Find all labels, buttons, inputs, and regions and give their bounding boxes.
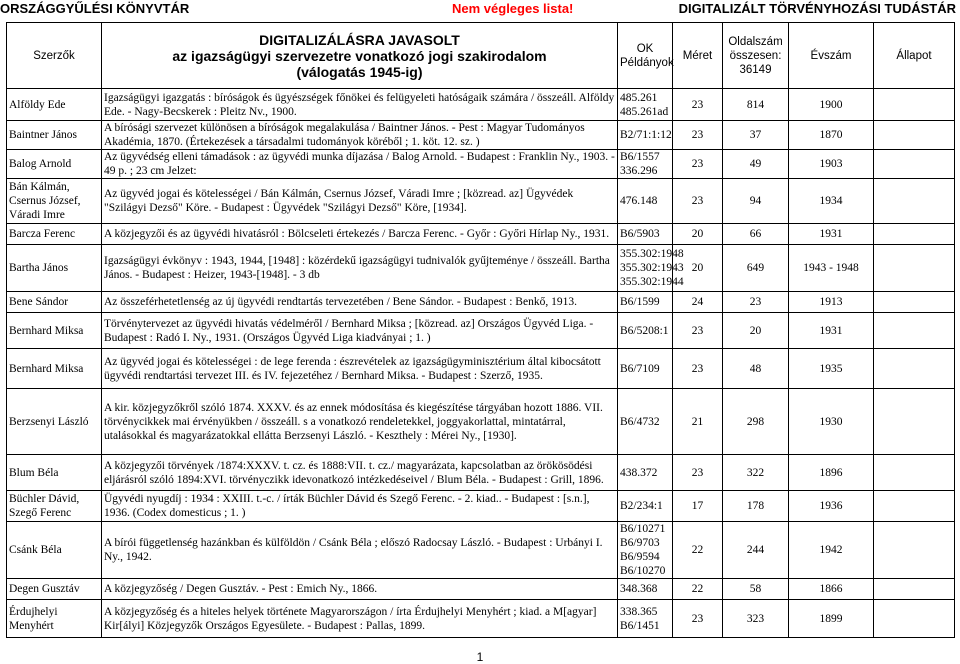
author-cell: Érdujhelyi Menyhért <box>7 600 102 638</box>
size-cell: 23 <box>673 89 723 121</box>
table-row[interactable] <box>7 121 955 150</box>
page-count-cell: 23 <box>723 292 789 313</box>
call-number-cell: 338.365 B6/1451 <box>618 600 673 638</box>
catalog-rows <box>7 89 955 638</box>
size-cell: 23 <box>673 121 723 150</box>
call-number-cell: 476.148 <box>618 179 673 224</box>
size-cell: 20 <box>673 245 723 292</box>
title-cell: A bírósági szervezet különösen a bíróságok megalakulása / Baintner János. - Pest : Magyar Tudományos Akadémia, 1870. (Értekezések a társadalmi tudományok köréből ; 1. köt. 12. sz. ) <box>102 121 618 150</box>
author-cell: Alföldy Ede <box>7 89 102 121</box>
header-title <box>102 23 618 89</box>
table-row[interactable] <box>7 89 955 121</box>
title-line-1: DIGITALIZÁLÁSRA JAVASOLT <box>259 31 460 48</box>
title-cell: Az ügyvéd jogai és kötelességei / Bán Kálmán, Csernus József, Váradi Imre ; [közread. az] Ügyvédek "Szilágyi Dezső" Köre. - Budapest : Ügyvédek "Szilágyi Dezső" Köre, [1934]. <box>102 179 618 224</box>
author-cell: Berzsenyi László <box>7 389 102 455</box>
title-line-2: az igazságügyi szervezetre vonatkozó jogi szakirodalom <box>172 47 547 64</box>
table-row[interactable] <box>7 522 955 579</box>
page-count-cell: 94 <box>723 179 789 224</box>
size-cell: 22 <box>673 579 723 600</box>
title-cell: Igazságügyi igazgatás : bíróságok és ügyészségek főnökei és felügyeleti hatóságaik számára / összeáll. Alföldy Ede. - Nagy-Becskerek : Pleitz Nv., 1900. <box>102 89 618 121</box>
call-number-cell: B6/5208:1 <box>618 313 673 349</box>
table-row[interactable] <box>7 313 955 349</box>
table-row[interactable] <box>7 600 955 638</box>
author-cell: Barcza Ferenc <box>7 224 102 245</box>
year-cell: 1903 <box>789 150 874 179</box>
author-cell: Balog Arnold <box>7 150 102 179</box>
header-state[interactable]: Állapot <box>874 23 955 89</box>
title-cell: A közjegyzőség / Degen Gusztáv. - Pest : Emich Ny., 1866. <box>102 579 618 600</box>
call-number-cell: B6/4732 <box>618 389 673 455</box>
state-cell <box>874 179 955 224</box>
table-row[interactable] <box>7 389 955 455</box>
title-cell: Az ügyvéd jogai és kötelességei : de lege ferenda : észrevételek az igazságügyminisztérium által kibocsátott ügyvédi rendtartási tervezet III. és IV. fejezetéhez / Bernhard Miksa. - Budapest : Szerző, 1935. <box>102 349 618 389</box>
title-cell: Az ügyvédség elleni támadások : az ügyvédi munka díjazása / Balog Arnold. - Budapest : Franklin Ny., 1903. - 49 p. ; 23 cm Jelzet: <box>102 150 618 179</box>
year-cell: 1870 <box>789 121 874 150</box>
state-cell <box>874 245 955 292</box>
year-cell: 1934 <box>789 179 874 224</box>
size-cell: 24 <box>673 292 723 313</box>
author-cell: Bernhard Miksa <box>7 349 102 389</box>
header-authors[interactable]: Szerzők <box>7 23 102 89</box>
year-cell: 1931 <box>789 313 874 349</box>
state-cell <box>874 313 955 349</box>
title-cell: A közjegyzőség és a hiteles helyek története Magyarországon / írta Érdujhelyi Menyhért ; kiad. a M[agyar] Kir[ályi] Közjegyzők Országos Egyesülete. - Budapest : Pallas, 1899. <box>102 600 618 638</box>
table-row[interactable] <box>7 349 955 389</box>
state-cell <box>874 292 955 313</box>
header-row <box>7 23 955 89</box>
table-row[interactable] <box>7 455 955 491</box>
page-count-cell: 20 <box>723 313 789 349</box>
author-cell: Bene Sándor <box>7 292 102 313</box>
header-copies[interactable] <box>618 23 673 89</box>
call-number-cell: 485.261 485.261ad <box>618 89 673 121</box>
table-row[interactable] <box>7 224 955 245</box>
title-cell: A közjegyzői törvények /1874:XXXV. t. cz. és 1888:VII. t. cz./ magyarázata, kapcsolatban az örökösödési eljárásról szóló 1894:XVI. törvényczikk idevonatkozó intézkedéseivel / Blum Béla. - Budapest : Grill, 1896. <box>102 455 618 491</box>
total-line-1: Oldalszám <box>728 35 783 48</box>
state-cell <box>874 349 955 389</box>
page-count-cell: 178 <box>723 491 789 522</box>
size-cell: 23 <box>673 150 723 179</box>
page-count-cell: 244 <box>723 522 789 579</box>
copies-line-2: Példányok <box>620 56 674 69</box>
size-cell: 22 <box>673 522 723 579</box>
year-cell: 1931 <box>789 224 874 245</box>
author-cell: Csánk Béla <box>7 522 102 579</box>
state-cell <box>874 121 955 150</box>
year-cell: 1930 <box>789 389 874 455</box>
total-line-3: 36149 <box>739 63 772 76</box>
page-count-cell: 649 <box>723 245 789 292</box>
draft-notice: Nem végleges lista! <box>452 1 574 16</box>
total-line-2: összesen: <box>729 49 782 62</box>
call-number-cell: 438.372 <box>618 455 673 491</box>
state-cell <box>874 89 955 121</box>
table-row[interactable] <box>7 150 955 179</box>
state-cell <box>874 150 955 179</box>
page-count-cell: 58 <box>723 579 789 600</box>
call-number-cell: 348.368 <box>618 579 673 600</box>
page-count-cell: 49 <box>723 150 789 179</box>
catalog-table <box>6 22 955 638</box>
page-count-cell: 323 <box>723 600 789 638</box>
year-cell: 1935 <box>789 349 874 389</box>
state-cell <box>874 389 955 455</box>
year-cell: 1936 <box>789 491 874 522</box>
year-cell: 1900 <box>789 89 874 121</box>
call-number-cell: B6/1599 <box>618 292 673 313</box>
copies-line-1: OK <box>636 42 654 55</box>
page-count-cell: 814 <box>723 89 789 121</box>
call-number-cell: B6/10271 B6/9703 B6/9594 B6/10270 <box>618 522 673 579</box>
title-cell: Törvénytervezet az ügyvédi hivatás védelméről / Bernhard Miksa ; [közread. az] Országos Ügyvéd Liga. - Budapest : Radó I. Ny., 1931. (Országos Ügyvéd Liga kiadványai ; 1. ) <box>102 313 618 349</box>
state-cell <box>874 600 955 638</box>
title-cell: Igazságügyi évkönyv : 1943, 1944, [1948] : közérdekű igazságügyi tudnivalók gyűjteménye / összeáll. Bartha János. - Budapest : Heizer, 1943-[1948]. - 3 db <box>102 245 618 292</box>
title-cell: Ügyvédi nyugdíj : 1934 : XXIII. t.-c. / írták Büchler Dávid és Szegő Ferenc. - 2. kiad.. - Budapest : [s.n.], 1936. (Codex domesticus ; 1. ) <box>102 491 618 522</box>
year-cell: 1899 <box>789 600 874 638</box>
size-cell: 23 <box>673 179 723 224</box>
page-count-cell: 66 <box>723 224 789 245</box>
size-cell: 23 <box>673 349 723 389</box>
state-cell <box>874 491 955 522</box>
size-cell: 17 <box>673 491 723 522</box>
call-number-cell: B6/7109 <box>618 349 673 389</box>
header-size[interactable]: Méret <box>673 23 723 89</box>
state-cell <box>874 224 955 245</box>
state-cell <box>874 579 955 600</box>
state-cell <box>874 455 955 491</box>
title-cell: A közjegyzői és az ügyvédi hivatásról : Bölcseleti értekezés / Barcza Ferenc. - Győr : Győri Hírlap Ny., 1931. <box>102 224 618 245</box>
call-number-cell: B2/234:1 <box>618 491 673 522</box>
year-cell: 1913 <box>789 292 874 313</box>
year-cell: 1943 - 1948 <box>789 245 874 292</box>
collection-name: DIGITALIZÁLT TÖRVÉNYHOZÁSI TUDÁSTÁR <box>678 1 956 16</box>
author-cell: Bartha János <box>7 245 102 292</box>
author-cell: Bán Kálmán, Csernus József, Váradi Imre <box>7 179 102 224</box>
page-number: 1 <box>476 650 484 664</box>
author-cell: Degen Gusztáv <box>7 579 102 600</box>
size-cell: 23 <box>673 600 723 638</box>
author-cell: Büchler Dávid, Szegő Ferenc <box>7 491 102 522</box>
call-number-cell: B6/1557 336.296 <box>618 150 673 179</box>
table-row[interactable] <box>7 245 955 292</box>
table-row[interactable] <box>7 491 955 522</box>
year-cell: 1942 <box>789 522 874 579</box>
size-cell: 23 <box>673 455 723 491</box>
table-row[interactable] <box>7 179 955 224</box>
table-row[interactable] <box>7 292 955 313</box>
size-cell: 23 <box>673 313 723 349</box>
library-name: ORSZÁGGYŰLÉSI KÖNYVTÁR <box>0 1 190 16</box>
page-count-cell: 298 <box>723 389 789 455</box>
top-banner <box>0 0 960 22</box>
page-count-cell: 37 <box>723 121 789 150</box>
page-count-cell: 48 <box>723 349 789 389</box>
call-number-cell: 355.302:1948 355.302:1943 355.302:1944 <box>618 245 673 292</box>
title-cell: A bírói függetlenség hazánkban és külföldön / Csánk Béla ; előszó Radocsay László. - Budapest : Urbányi I. Ny., 1942. <box>102 522 618 579</box>
title-cell: A kir. közjegyzőkről szóló 1874. XXXV. és az ennek módosítása és kiegészítése tárgyában hozott 1886. VII. törvénycikkek mai érvényükben / összeáll. s a vonatkozó rendeletekkel, joggyakorlattal, mintatárral, utalásokkal és magyarázatokkal ellátta Berzsenyi László. - Keszthely : Mérei Ny., [1930]. <box>102 389 618 455</box>
size-cell: 21 <box>673 389 723 455</box>
state-cell <box>874 522 955 579</box>
call-number-cell: B6/5903 <box>618 224 673 245</box>
header-year[interactable]: Évszám <box>789 23 874 89</box>
author-cell: Baintner János <box>7 121 102 150</box>
table-row[interactable] <box>7 579 955 600</box>
header-total-pages[interactable] <box>723 23 789 89</box>
title-cell: Az összeférhetetlenség az új ügyvédi rendtartás tervezetében / Bene Sándor. - Budapest : Benkő, 1913. <box>102 292 618 313</box>
author-cell: Blum Béla <box>7 455 102 491</box>
call-number-cell: B2/71:1:12 <box>618 121 673 150</box>
year-cell: 1866 <box>789 579 874 600</box>
title-line-3: (válogatás 1945-ig) <box>296 63 423 80</box>
page-count-cell: 322 <box>723 455 789 491</box>
size-cell: 20 <box>673 224 723 245</box>
year-cell: 1896 <box>789 455 874 491</box>
author-cell: Bernhard Miksa <box>7 313 102 349</box>
